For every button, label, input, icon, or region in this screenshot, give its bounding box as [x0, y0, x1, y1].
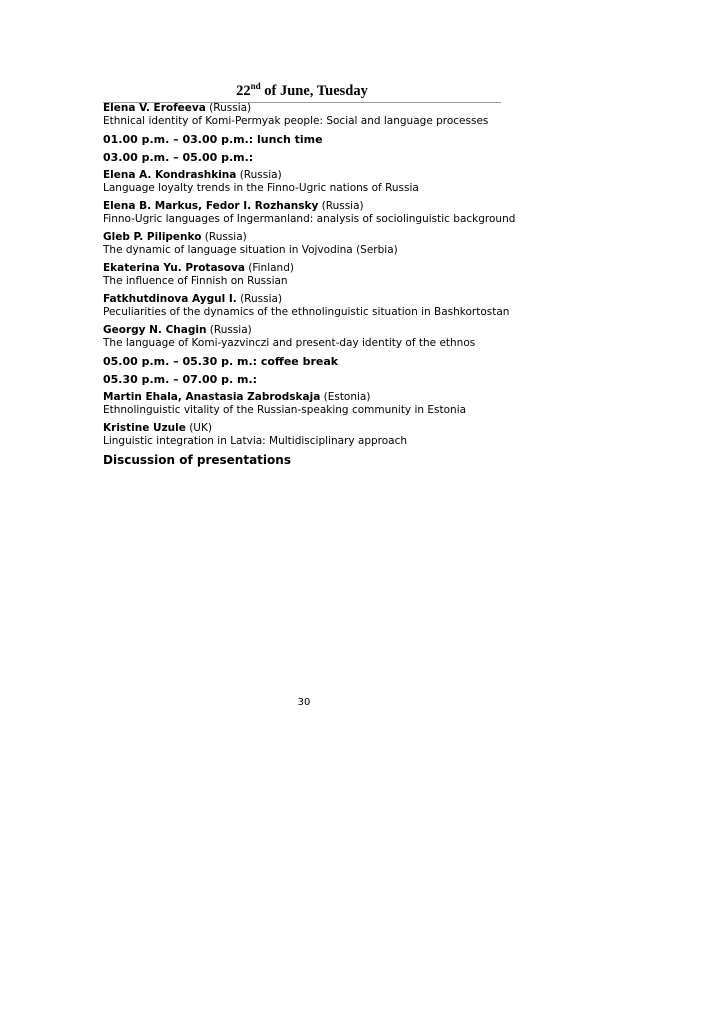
speaker-name: Gleb P. Pilipenko [103, 231, 202, 243]
speaker-name: Georgy N. Chagin [103, 324, 207, 336]
speaker-name: Elena V. Erofeeva [103, 102, 206, 114]
talk-title: The language of Komi-yazvinczi and present-day identity of the ethnos [103, 337, 476, 349]
program-entry [103, 102, 503, 128]
program-entry [103, 324, 503, 350]
talk-title: Linguistic integration in Latvia: Multidisciplinary approach [103, 435, 408, 447]
speaker-name: Elena B. Markus, Fedor I. Rozhansky [103, 200, 319, 212]
speaker-country: (Finland) [244, 262, 294, 274]
program-entry [103, 262, 503, 288]
speaker-country: (Russia) [206, 324, 252, 336]
speaker-country: (Estonia) [320, 391, 371, 403]
page-number: 30 [297, 697, 311, 708]
time-slot: 03.00 p.m. – 05.00 p.m.: [103, 151, 254, 164]
time-slot: 05.30 p.m. – 07.00 p. m.: [103, 373, 258, 386]
speaker-country: (UK) [185, 422, 212, 434]
speaker-country: (Russia) [205, 102, 252, 114]
program-entry [103, 391, 503, 417]
program-entry [103, 422, 503, 448]
program-entry [103, 169, 503, 195]
talk-title: The influence of Finnish on Russian [103, 275, 288, 287]
speaker-name: Fatkhutdinova Aygul I. [103, 293, 237, 305]
header-day-rest: of June, Tuesday [260, 83, 368, 99]
speaker-country: (Russia) [236, 169, 282, 181]
page-header [103, 80, 501, 103]
discussion-heading: Discussion of presentations [103, 453, 291, 467]
speaker-name: Elena A. Kondrashkina [103, 169, 237, 181]
program-entry [103, 293, 510, 319]
speaker-country: (Russia) [201, 231, 247, 243]
program-entry [103, 231, 503, 257]
speaker-name: Kristine Uzule [103, 422, 186, 434]
speaker-country: (Russia) [236, 293, 283, 305]
talk-title: Language loyalty trends in the Finno-Ugric nations of Russia [103, 182, 419, 194]
program-list [103, 102, 516, 468]
talk-title: The dynamic of language situation in Vojvodina (Serbia) [103, 244, 398, 256]
time-slot: 05.00 p.m. – 05.30 p. m.: coffee break [103, 355, 339, 368]
speaker-name: Ekaterina Yu. Protasova [103, 262, 245, 274]
speaker-country: (Russia) [318, 200, 364, 212]
program-entry [103, 200, 516, 226]
talk-title: Ethnolinguistic vitality of the Russian-speaking community in Estonia [103, 404, 467, 416]
header-day-suffix: nd [250, 81, 261, 91]
time-slot: 01.00 p.m. – 03.00 p.m.: lunch time [103, 133, 323, 146]
speaker-name: Martin Ehala, Anastasia Zabrodskaja [103, 391, 321, 403]
talk-title: Ethnical identity of Komi-Permyak people: Social and language processes [103, 115, 489, 127]
header-day-number: 22 [236, 83, 251, 99]
talk-title: Peculiarities of the dynamics of the ethnolinguistic situation in Bashkortostan [103, 306, 510, 318]
talk-title: Finno-Ugric languages of Ingermanland: analysis of sociolinguistic background [103, 213, 516, 225]
